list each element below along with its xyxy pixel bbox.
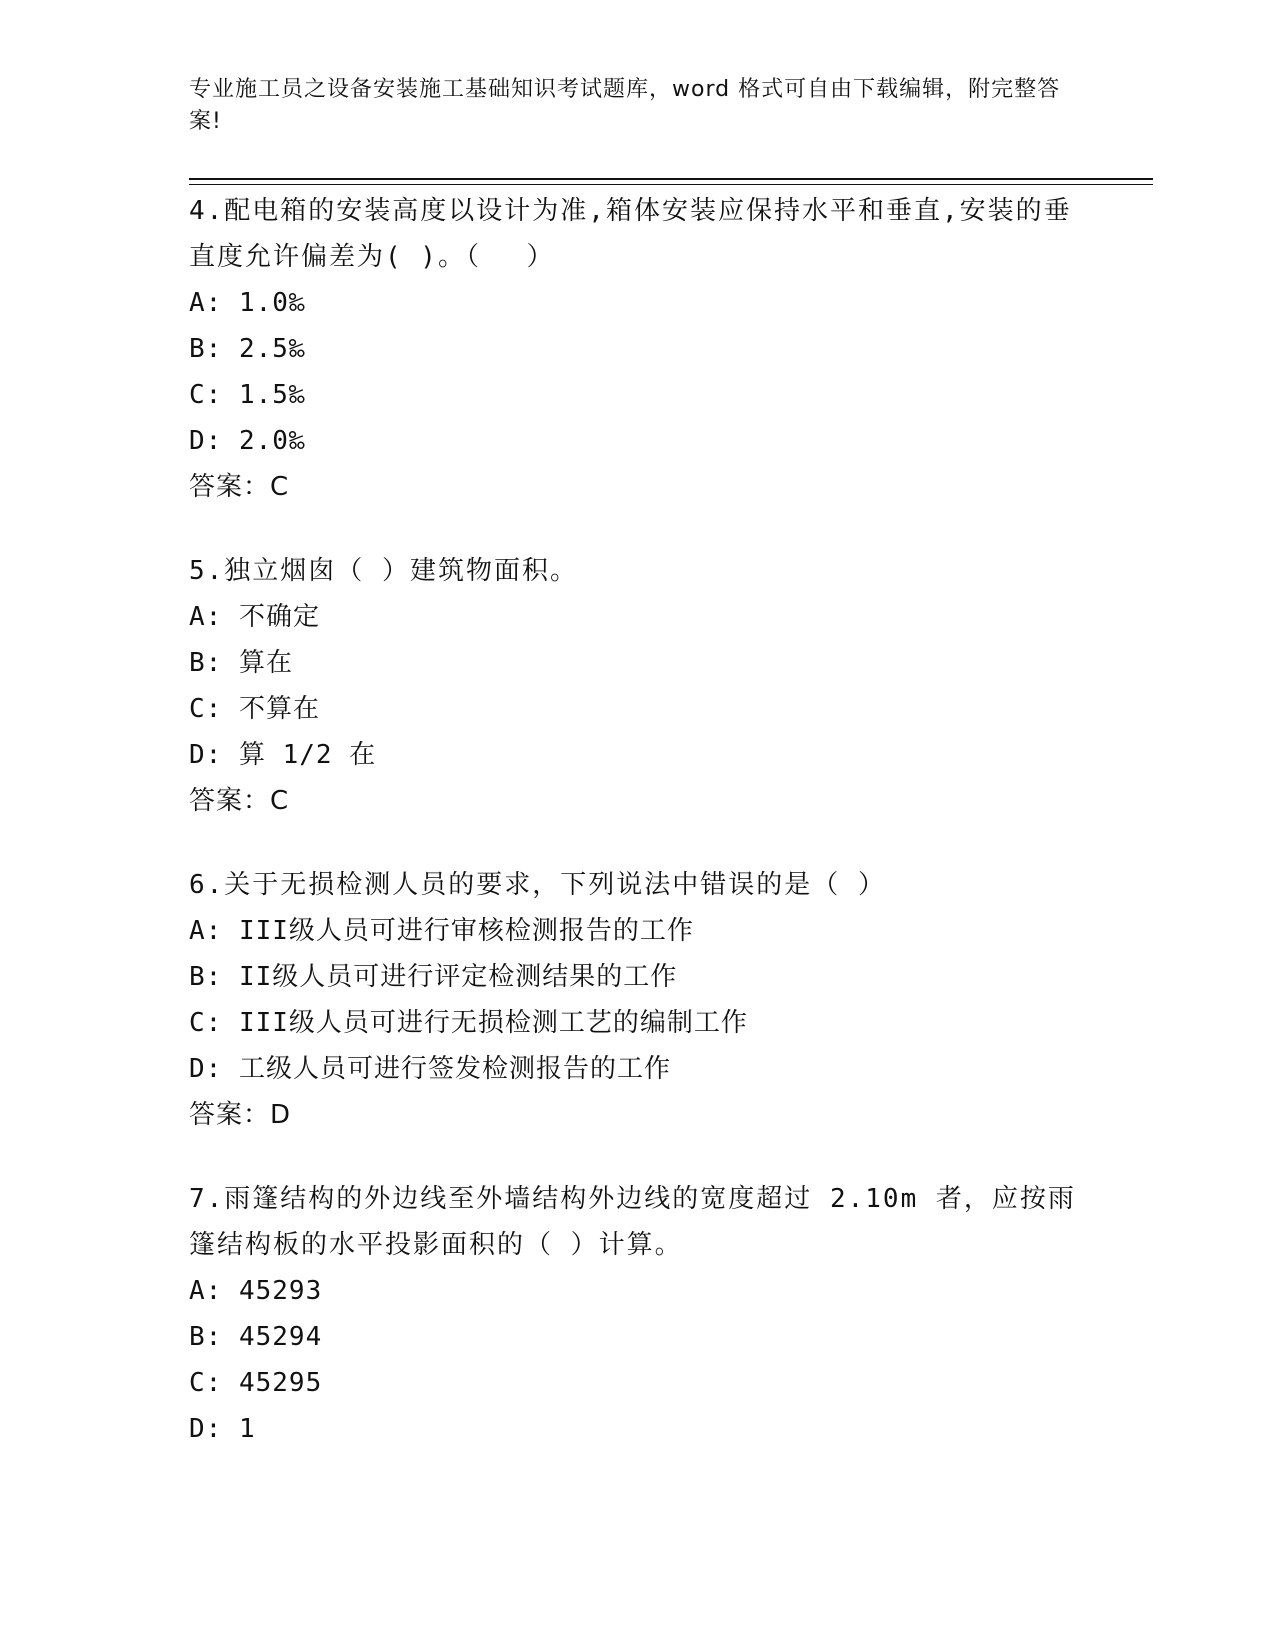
option-c: C: III级人员可进行无损检测工艺的编制工作 [189, 1008, 748, 1038]
option-a: A: 45293 [189, 1276, 323, 1306]
option-a: A: 1.0‰ [189, 288, 306, 318]
question-list [189, 188, 1089, 1490]
answer: 答案：C [189, 786, 290, 816]
question-text: 7.雨篷结构的外边线至外墙结构外边线的宽度超过 2.10m 者，应按雨篷结构板的水平投影面积的（ ）计算。 [189, 1184, 1076, 1260]
option-c: C: 1.5‰ [189, 380, 306, 410]
question-text: 4.配电箱的安装高度以设计为准,箱体安装应保持水平和垂直,安装的垂直度允许偏差为( )。（ ） [189, 196, 1072, 272]
document-title: 专业施工员之设备安装施工基础知识考试题库，word 格式可自由下载编辑，附完整答案! [189, 77, 1061, 134]
option-d: D: 2.0‰ [189, 426, 306, 456]
option-a: A: 不确定 [189, 602, 320, 632]
header-rule-thick [189, 178, 1153, 180]
option-b: B: 45294 [189, 1322, 323, 1352]
option-b: B: 2.5‰ [189, 334, 306, 364]
header-rule-thin [189, 184, 1153, 185]
option-b: B: 算在 [189, 648, 293, 678]
option-d: D: 算 1/2 在 [189, 740, 377, 770]
question-5 [189, 548, 1089, 824]
document-header [189, 74, 1069, 138]
answer: 答案：C [189, 472, 290, 502]
question-4 [189, 188, 1089, 510]
question-7 [189, 1176, 1089, 1452]
option-c: C: 45295 [189, 1368, 323, 1398]
option-a: A: III级人员可进行审核检测报告的工作 [189, 916, 694, 946]
option-d: D: 工级人员可进行签发检测报告的工作 [189, 1054, 671, 1084]
question-text: 5.独立烟囱（ ）建筑物面积。 [189, 556, 578, 586]
question-6 [189, 862, 1089, 1138]
question-text: 6.关于无损检测人员的要求，下列说法中错误的是（ ） [189, 870, 886, 900]
option-b: B: II级人员可进行评定检测结果的工作 [189, 962, 678, 992]
option-c: C: 不算在 [189, 694, 320, 724]
answer: 答案：D [189, 1100, 292, 1130]
option-d: D: 1 [189, 1414, 256, 1444]
